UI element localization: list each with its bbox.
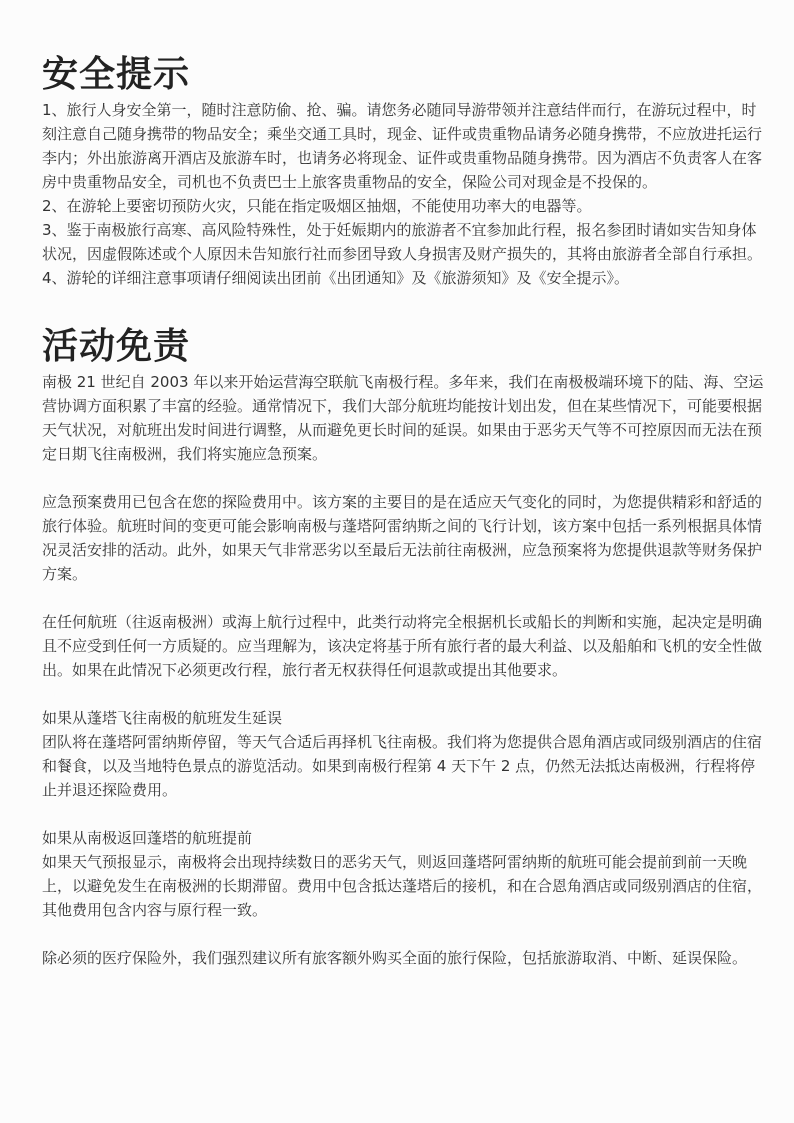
safety-item-2: 2、在游轮上要密切预防火灾，只能在指定吸烟区抽烟，不能使用功率大的电器等。 — [42, 197, 592, 215]
safety-item-3: 3、鉴于南极旅行高寒、高风险特殊性，处于妊娠期内的旅游者不宜参加此行程，报名参团时请如实告知身体状况，因虚假陈述或个人原因未告知旅行社而参团导致人身损害及财产损失的，其将由旅游者全部自行承担。 — [42, 221, 763, 263]
safety-item-4: 4、游轮的详细注意事项请仔细阅读出团前《出团通知》及《旅游须知》及《安全提示》。 — [42, 269, 630, 287]
disclaimer-paragraph-1: 南极 21 世纪自 2003 年以来开始运营海空联航飞南极行程。多年来，我们在南极极端环境下的陆、海、空运营协调方面积累了丰富的经验。通常情况下，我们大部分航班均能按计划出发，但在某些情况下，可能要根据天气状况，对航班出发时间进行调整，从而避免更长时间的延误。如果由于恶劣天气等不可控原因而无法在预定日期飞往南极洲，我们将实施应急预案。 — [42, 373, 764, 463]
delay-paragraph: 团队将在蓬塔阿雷纳斯停留，等天气合适后再择机飞往南极。我们将为您提供合恩角酒店或同级别酒店的住宿和餐食，以及当地特色景点的游览活动。如果到南极行程第 4 天下午 2 点，仍然无法抵达南极洲，行程将停止并退还探险费用。 — [42, 733, 763, 799]
delay-subheading: 如果从蓬塔飞往南极的航班发生延误 — [42, 709, 283, 727]
safety-item-1: 1、旅行人身安全第一，随时注意防偷、抢、骗。请您务必随同导游带领并注意结伴而行，在游玩过程中，时刻注意自己随身携带的物品安全；乘坐交通工具时，现金、证件或贵重物品请务必随身携带，不应放进托运行李内；外出旅游离开酒店及旅游车时，也请务必将现金、证件或贵重物品随身携带。因为酒店不负责客人在客房中贵重物品安全，司机也不负责巴士上旅客贵重物品的安全，保险公司对现金是不投保的。 — [42, 101, 763, 191]
disclaimer-paragraph-3: 在任何航班（往返南极洲）或海上航行过程中，此类行动将完全根据机长或船长的判断和实施，起决定是明确且不应受到任何一方质疑的。应当理解为，该决定将基于所有旅行者的最大利益、以及船舶和飞机的安全性做出。如果在此情况下必须更改行程，旅行者无权获得任何退款或提出其他要求。 — [42, 613, 763, 679]
early-return-subheading: 如果从南极返回蓬塔的航班提前 — [42, 829, 253, 847]
safety-section — [42, 52, 766, 290]
early-return-paragraph: 如果天气预报显示，南极将会出现持续数日的恶劣天气，则返回蓬塔阿雷纳斯的航班可能会提前到前一天晚上，以避免发生在南极洲的长期滞留。费用中包含抵达蓬塔后的接机，和在合恩角酒店或同级别酒店的住宿，其他费用包含内容与原行程一致。 — [42, 853, 763, 919]
disclaimer-section — [42, 324, 766, 970]
insurance-paragraph: 除必须的医疗保险外，我们强烈建议所有旅客额外购买全面的旅行保险，包括旅游取消、中断、延误保险。 — [42, 949, 748, 967]
disclaimer-title: 活动免责 — [42, 326, 191, 367]
safety-title: 安全提示 — [42, 54, 191, 95]
disclaimer-paragraph-2: 应急预案费用已包含在您的探险费用中。该方案的主要目的是在适应天气变化的同时，为您提供精彩和舒适的旅行体验。航班时间的变更可能会影响南极与蓬塔阿雷纳斯之间的飞行计划，该方案中包括一系列根据具体情况灵活安排的活动。此外，如果天气非常恶劣以至最后无法前往南极洲，应急预案将为您提供退款等财务保护方案。 — [42, 493, 763, 583]
